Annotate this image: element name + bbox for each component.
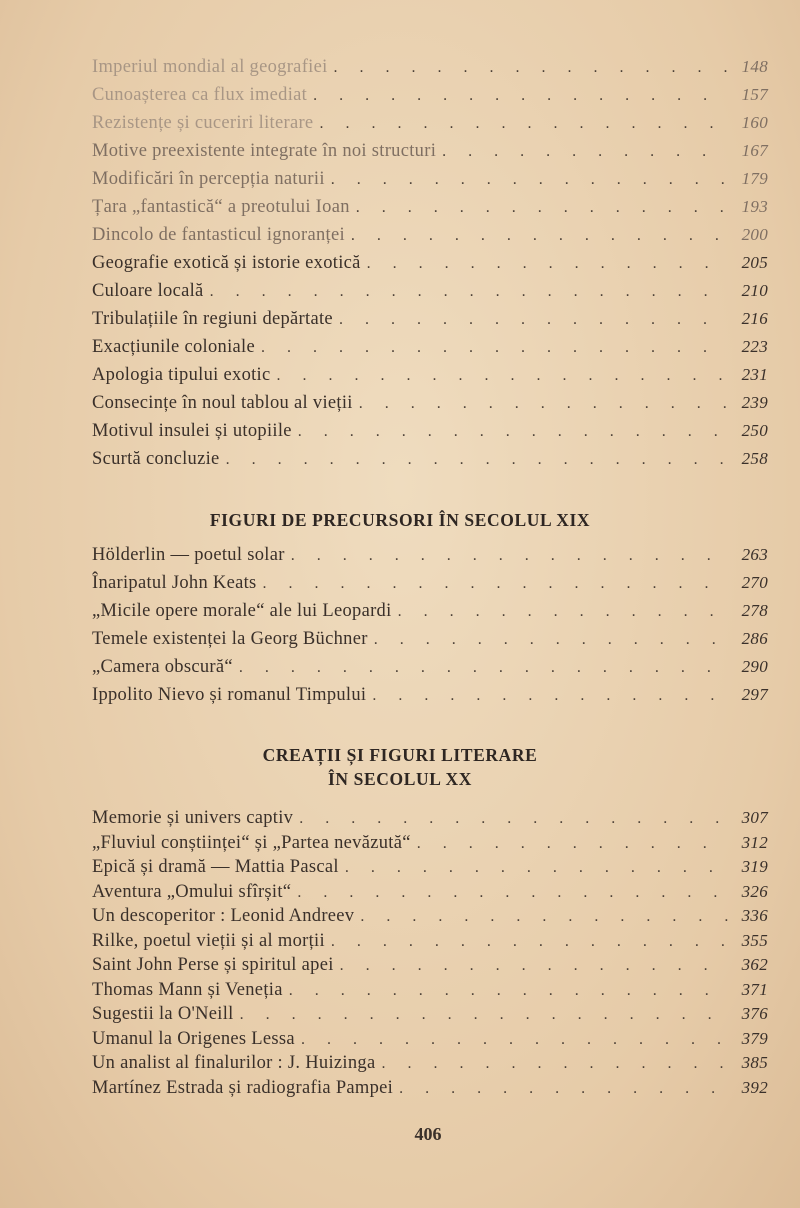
toc-entry-page: 336 — [741, 906, 768, 925]
toc-entry-page: 148 — [741, 57, 768, 76]
toc-leader-dots — [226, 451, 728, 469]
toc-entry-title: Rilke, poetul vieții și al morții — [92, 930, 325, 951]
toc-entry-page: 385 — [741, 1053, 768, 1072]
toc-leader-dots — [240, 1006, 728, 1024]
toc-entry — [92, 685, 768, 713]
toc-entry-title: Exacțiunile coloniale — [92, 337, 255, 357]
page-number: 406 — [414, 1124, 442, 1144]
toc-entry — [92, 931, 768, 956]
toc-entry-title: Memorie și univers captiv — [92, 808, 294, 828]
toc-entry-page: 160 — [741, 113, 768, 132]
toc-leader-dots — [442, 143, 728, 161]
toc-entry-title: Înaripatul John Keats — [92, 573, 257, 593]
toc-entry — [92, 57, 768, 85]
toc-entry-title: Țara „fantastică“ a preotului Ioan — [92, 197, 350, 217]
toc-entry-title: Un analist al finalurilor : J. Huizinga — [92, 1053, 376, 1073]
toc-entry-page: 157 — [741, 85, 768, 104]
toc-entry-page: 319 — [741, 857, 768, 876]
toc-leader-dots — [331, 933, 728, 951]
toc-entry-page: 376 — [741, 1004, 768, 1023]
toc-leader-dots — [239, 659, 728, 677]
toc-entry-page: 250 — [741, 421, 768, 440]
toc-entry — [92, 1029, 768, 1054]
toc-entry-page: 179 — [741, 169, 768, 188]
toc-entry — [92, 657, 768, 685]
toc-entry-page: 297 — [741, 685, 768, 704]
toc-entry-title: Motive preexistente integrate în noi structuri — [92, 141, 437, 161]
toc-entry — [92, 980, 768, 1005]
toc-leader-dots — [334, 59, 728, 77]
toc-entry-page: 216 — [741, 309, 768, 328]
toc-entry — [92, 833, 768, 858]
toc-leader-dots — [331, 171, 728, 189]
toc-entry-page: 392 — [741, 1077, 768, 1097]
toc-entry-title: Imperiul mondial al geografiei — [92, 57, 328, 77]
toc-entry-title: Epică și dramă — Mattia Pascal — [92, 857, 339, 877]
toc-entry-page: 223 — [741, 337, 768, 356]
toc-entry-page: 167 — [741, 141, 768, 160]
toc-leader-dots — [210, 283, 728, 301]
toc-entry-page: 290 — [741, 657, 768, 676]
toc-leader-dots — [367, 255, 728, 273]
toc-leader-dots — [351, 227, 728, 245]
toc-entry-page: 286 — [741, 629, 768, 648]
toc-entry — [92, 955, 768, 980]
toc-entry — [92, 85, 768, 113]
toc-entry-page: 263 — [741, 545, 768, 564]
toc-entry — [92, 253, 768, 281]
toc-entry — [92, 113, 768, 141]
toc-leader-dots — [319, 115, 728, 133]
toc-entry-title: Aventura „Omului sfîrșit“ — [92, 881, 292, 902]
toc-entry — [92, 882, 768, 907]
toc-entry — [92, 365, 768, 393]
toc-entry — [92, 1053, 768, 1078]
toc-entry — [92, 337, 768, 365]
toc-entry-page: 371 — [741, 979, 768, 999]
toc-entry — [92, 1078, 768, 1103]
toc-entry-title: Umanul la Origenes Lessa — [92, 1028, 295, 1049]
toc-entry-title: „Micile opere morale“ ale lui Leopardi — [92, 601, 392, 621]
toc-leader-dots — [313, 87, 728, 105]
toc-group-precursors — [92, 545, 768, 713]
section-heading-precursors: FIGURI DE PRECURSORI ÎN SECOLUL XIX — [209, 510, 591, 530]
toc-entry-page: 307 — [741, 808, 768, 827]
toc-entry-title: Temele existenței la Georg Büchner — [92, 629, 368, 649]
toc-leader-dots — [381, 1055, 728, 1073]
toc-entry-page: 326 — [741, 881, 768, 901]
toc-leader-dots — [277, 367, 728, 385]
toc-entry — [92, 1004, 768, 1029]
toc-group-geography — [92, 57, 768, 477]
toc-leader-dots — [399, 1080, 728, 1098]
toc-leader-dots — [360, 908, 728, 926]
toc-entry-page: 312 — [741, 832, 768, 852]
toc-entry-title: Modificări în percepția naturii — [92, 169, 325, 189]
toc-entry-title: Sugestii la O'Neill — [92, 1004, 234, 1024]
toc-leader-dots — [299, 810, 728, 828]
toc-leader-dots — [263, 575, 728, 593]
toc-leader-dots — [372, 687, 728, 705]
toc-entry — [92, 601, 768, 629]
toc-entry — [92, 225, 768, 253]
toc-entry-page: 270 — [741, 573, 768, 592]
toc-leader-dots — [297, 884, 728, 902]
toc-leader-dots — [398, 603, 728, 621]
toc-entry-page: 200 — [741, 225, 768, 244]
toc-entry — [92, 169, 768, 197]
toc-entry-page: 278 — [741, 601, 768, 620]
toc-entry-page: 362 — [741, 955, 768, 974]
toc-entry-page: 355 — [741, 930, 768, 950]
toc-entry — [92, 421, 768, 449]
toc-entry-title: „Camera obscură“ — [92, 657, 233, 677]
toc-entry-title: Rezistențe și cuceriri literare — [92, 113, 314, 133]
toc-leader-dots — [374, 631, 728, 649]
toc-entry-title: Culoare locală — [92, 281, 204, 301]
toc-entry-page: 258 — [741, 449, 768, 468]
toc-leader-dots — [301, 1031, 728, 1049]
toc-entry — [92, 281, 768, 309]
toc-entry-page: 193 — [741, 197, 768, 216]
toc-entry — [92, 309, 768, 337]
section-heading-twentieth-century-line1: CREAȚII ȘI FIGURI LITERARE — [262, 745, 538, 765]
toc-entry-page: 231 — [741, 365, 768, 384]
toc-entry-title: Cunoașterea ca flux imediat — [92, 85, 308, 105]
toc-leader-dots — [339, 311, 728, 329]
toc-entry-title: Scurtă concluzie — [92, 449, 220, 469]
toc-entry-page: 210 — [741, 281, 768, 300]
toc-entry-title: Consecințe în noul tablou al vieții — [92, 393, 353, 413]
toc-entry-title: Un descoperitor : Leonid Andreev — [92, 906, 355, 926]
toc-entry-title: Thomas Mann și Veneția — [92, 979, 283, 1000]
toc-leader-dots — [345, 859, 728, 877]
toc-entry-title: Martínez Estrada și radiografia Pampei — [92, 1077, 394, 1098]
toc-entry-page: 379 — [741, 1028, 768, 1048]
toc-entry-title: „Fluviul conștiinței“ și „Partea nevăzută“ — [92, 832, 411, 853]
section-heading-twentieth-century-line2: ÎN SECOLUL XX — [328, 769, 472, 789]
toc-entry — [92, 808, 768, 833]
toc-entry-title: Ippolito Nievo și romanul Timpului — [92, 685, 367, 705]
toc-entry-page: 239 — [741, 393, 768, 412]
toc-entry — [92, 141, 768, 169]
toc-entry — [92, 545, 768, 573]
toc-entry-title: Saint John Perse și spiritul apei — [92, 955, 334, 975]
toc-entry-title: Tribulațiile în regiuni depărtate — [92, 309, 333, 329]
toc-entry-page: 205 — [741, 253, 768, 272]
toc-leader-dots — [298, 423, 728, 441]
toc-leader-dots — [356, 199, 728, 217]
toc-entry — [92, 573, 768, 601]
toc-entry — [92, 857, 768, 882]
toc-entry-title: Apologia tipului exotic — [92, 365, 271, 385]
toc-entry — [92, 449, 768, 477]
toc-entry — [92, 197, 768, 225]
toc-entry-title: Motivul insulei și utopiile — [92, 421, 292, 441]
toc-leader-dots — [291, 547, 728, 565]
toc-entry — [92, 629, 768, 657]
toc-leader-dots — [340, 957, 728, 975]
toc-leader-dots — [289, 982, 728, 1000]
toc-entry-title: Hölderlin — poetul solar — [92, 545, 285, 565]
toc-entry-title: Geografie exotică și istorie exotică — [92, 253, 361, 273]
toc-leader-dots — [359, 395, 728, 413]
toc-entry — [92, 393, 768, 421]
toc-leader-dots — [417, 835, 728, 853]
toc-entry-title: Dincolo de fantasticul ignoranței — [92, 225, 345, 245]
toc-group-twentieth-century — [92, 808, 768, 1102]
toc-leader-dots — [261, 339, 728, 357]
toc-entry — [92, 906, 768, 931]
